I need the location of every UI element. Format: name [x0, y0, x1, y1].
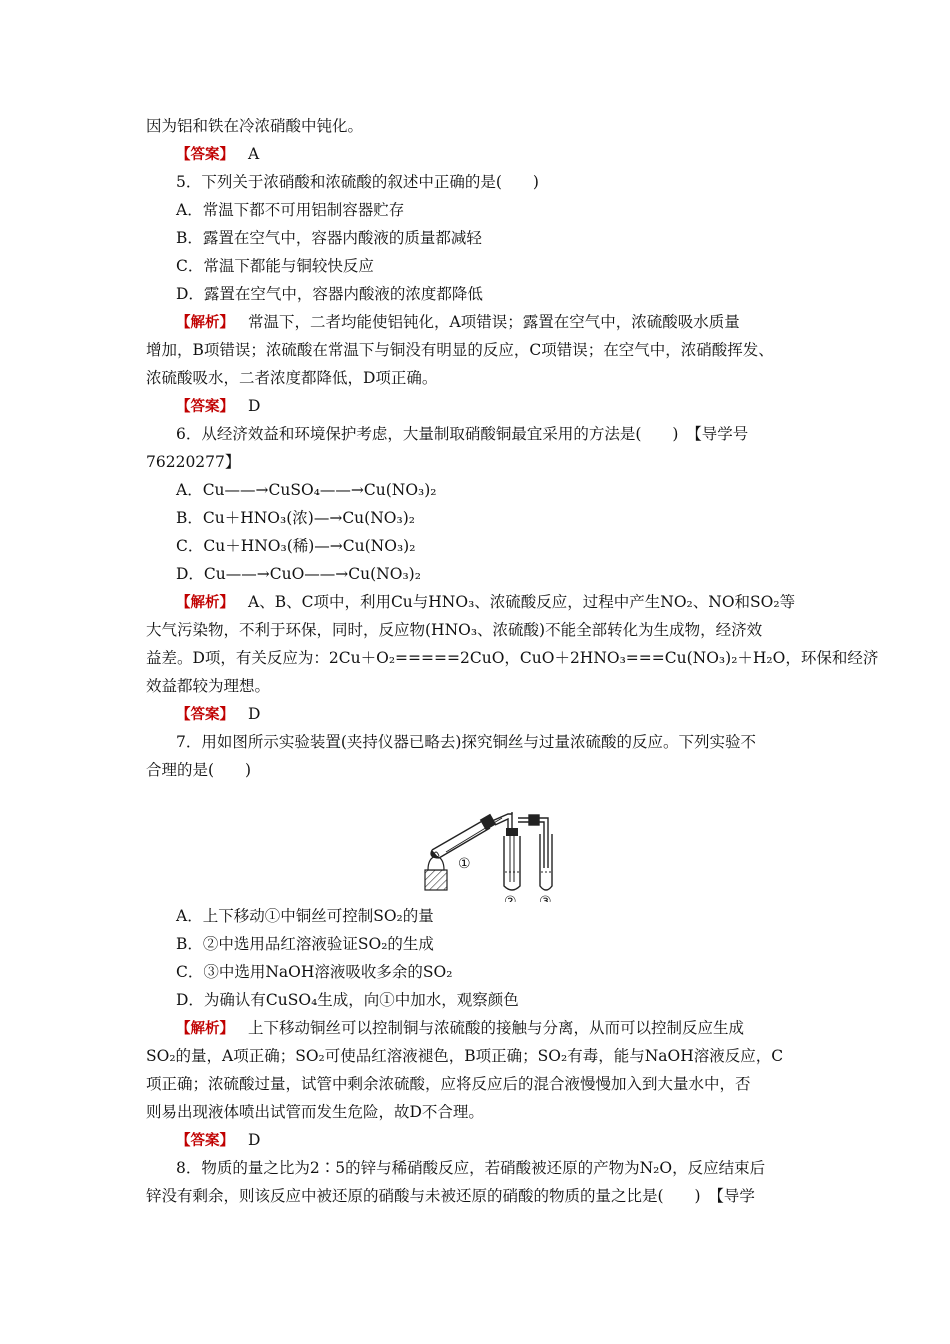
answer-tag: 【答案】 [176, 1133, 234, 1149]
q7-analysis-line-3: 项正确；浓硫酸过量，试管中剩余浓硫酸，应将反应后的混合液慢慢加入到大量水中，否 [146, 1075, 751, 1093]
apparatus-diagram [146, 784, 810, 902]
q6-option-a: A．Cu——→CuSO₄——→Cu(NO₃)₂ [176, 481, 437, 499]
q6-option-c: C．Cu＋HNO₃(稀)—→Cu(NO₃)₂ [176, 537, 416, 555]
q6-analysis-line-1: 【解析】 A、B、C项中，利用Cu与HNO₃、浓硫酸反应，过程中产生NO₂、NO和SO₂等 [176, 593, 796, 611]
q6-option-d: D．Cu——→CuO——→Cu(NO₃)₂ [176, 565, 421, 583]
test-tube-3 [540, 834, 552, 890]
q5-option-d: D．露置在空气中，容器内酸液的浓度都降低 [176, 285, 483, 303]
q5-stem: 5．下列关于浓硝酸和浓硫酸的叙述中正确的是( ) [176, 173, 539, 191]
q5-analysis-line-3: 浓硫酸吸水，二者浓度都降低，D项正确。 [146, 369, 438, 387]
document-page [146, 112, 879, 1210]
answer-tag: 【答案】 [176, 399, 234, 415]
q6-answer-line [146, 700, 810, 728]
analysis-tag: 【解析】 [176, 315, 234, 331]
q7-answer: D [248, 1131, 261, 1149]
test-tube-1 [431, 814, 502, 858]
q5-analysis-line-2: 增加，B项错误；浓硫酸在常温下与铜没有明显的反应，C项错误；在空气中，浓硝酸挥发、 [146, 341, 774, 359]
q4-answer-line [146, 140, 810, 168]
figure-label-1: ① [458, 856, 471, 872]
analysis-tag: 【解析】 [176, 1021, 234, 1037]
q7-analysis-line-2: SO₂的量，A项正确；SO₂可使品红溶液褪色，B项正确；SO₂有毒，能与NaOH溶液反应，C [146, 1047, 784, 1065]
continuation-text: 因为铝和铁在冷浓硝酸中钝化。 [146, 117, 364, 135]
q5-answer: D [248, 397, 261, 415]
q7-stem-line-1: 7．用如图所示实验装置(夹持仪器已略去)探究铜丝与过量浓硫酸的反应。下列实验不 [176, 733, 756, 751]
q6-option-b: B．Cu＋HNO₃(浓)—→Cu(NO₃)₂ [176, 509, 415, 527]
q6-stem-line-1: 6．从经济效益和环境保护考虑，大量制取硝酸铜最宜采用的方法是( ) 【导学号 [176, 425, 749, 443]
q8-stem-line-2: 锌没有剩余，则该反应中被还原的硝酸与未被还原的硝酸的物质的量之比是( ) 【导学 [146, 1187, 755, 1205]
q5-answer-line [146, 392, 810, 420]
answer-tag: 【答案】 [176, 707, 234, 723]
q7-stem-line-2: 合理的是( ) [146, 761, 252, 779]
q6-analysis-line-3: 益差。D项，有关反应为：2Cu＋O₂=====2CuO，CuO＋2HNO₃===Cu(NO₃)₂＋H₂O，环保和经济 [146, 649, 879, 667]
test-tube-2 [504, 828, 520, 890]
q7-option-b: B．②中选用品红溶液验证SO₂的生成 [176, 935, 434, 953]
q7-answer-line [146, 1126, 810, 1154]
apparatus-figure [146, 784, 810, 902]
q6-answer: D [248, 705, 261, 723]
q6-stem-line-2: 76220277】 [146, 453, 241, 471]
q7-analysis-line-4: 则易出现液体喷出试管而发生危险，故D不合理。 [146, 1103, 484, 1121]
answer-tag: 【答案】 [176, 147, 234, 163]
burner-block [425, 870, 447, 890]
q5-option-b: B．露置在空气中，容器内酸液的质量都减轻 [176, 229, 482, 247]
q5-option-a: A．常温下都不可用铝制容器贮存 [176, 201, 405, 219]
figure-label-2: ② [504, 894, 517, 902]
q7-option-a: A．上下移动①中铜丝可控制SO₂的量 [176, 907, 434, 925]
q5-analysis-line-1: 【解析】 常温下，二者均能使铝钝化，A项错误；露置在空气中，浓硫酸吸水质量 [176, 313, 740, 331]
q8-stem-line-1: 8．物质的量之比为2∶5的锌与稀硝酸反应，若硝酸被还原的产物为N₂O，反应结束后 [176, 1159, 766, 1177]
q4-answer: A [248, 145, 260, 163]
q7-option-c: C．③中选用NaOH溶液吸收多余的SO₂ [176, 963, 453, 981]
q6-analysis-line-4: 效益都较为理想。 [146, 677, 271, 695]
q5-option-c: C．常温下都能与铜较快反应 [176, 257, 374, 275]
analysis-tag: 【解析】 [176, 595, 234, 611]
q6-analysis-line-2: 大气污染物，不利于环保，同时，反应物(HNO₃、浓硫酸)不能全部转化为生成物，经济效 [146, 621, 763, 639]
q7-analysis-line-1: 【解析】 上下移动铜丝可以控制铜与浓硫酸的接触与分离，从而可以控制反应生成 [176, 1019, 745, 1037]
q7-option-d: D．为确认有CuSO₄生成，向①中加水，观察颜色 [176, 991, 519, 1009]
figure-label-3: ③ [539, 894, 552, 902]
